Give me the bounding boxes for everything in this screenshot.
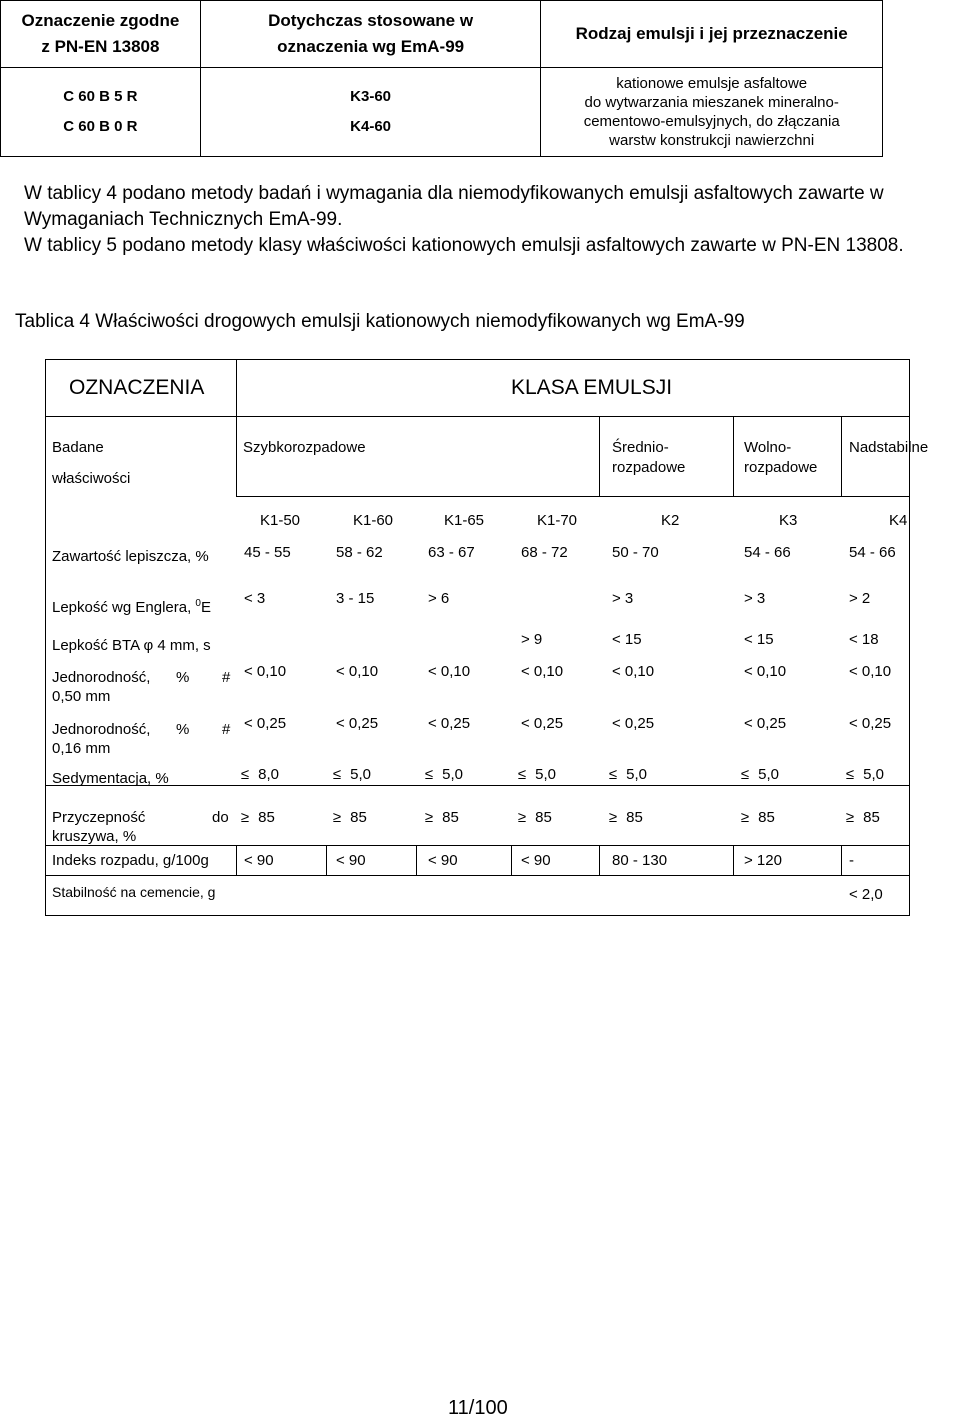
badane-line2: właściwości	[52, 470, 131, 487]
class-k1-70: K1-70	[537, 512, 578, 529]
jedn016-hash: #	[222, 721, 231, 738]
grid-line	[599, 845, 600, 875]
row-label-jednorodnosc-016-line2: 0,16 mm	[52, 740, 111, 757]
row-label-jednorodnosc-050-line2: 0,50 mm	[52, 688, 111, 705]
properties-table	[45, 359, 929, 916]
table-cell: 68 - 72	[521, 544, 568, 561]
le-symbol: ≤	[517, 766, 527, 783]
le-symbol: ≤	[608, 766, 618, 783]
cell-oznaczenie	[1, 68, 201, 157]
table-cell: < 0,10	[521, 663, 564, 680]
table-cell: > 6	[428, 590, 450, 607]
table-cell: > 9	[521, 631, 543, 648]
cat-wolno-line2: rozpadowe	[744, 459, 818, 476]
table-cell	[604, 766, 647, 783]
header-pn-en	[1, 1, 201, 68]
table-cell: < 90	[336, 852, 366, 869]
cat-nadstabilne: Nadstabilne	[849, 439, 929, 456]
jedn050-hash: #	[222, 669, 231, 686]
row-label-englera	[52, 595, 211, 616]
table-cell: < 0,25	[521, 715, 564, 732]
table-cell: 63 - 67	[428, 544, 475, 561]
cell-value: 85	[863, 809, 880, 826]
cat-srednio-line2: rozpadowe	[612, 459, 686, 476]
table-cell	[513, 809, 552, 826]
head-oznaczenia: OZNACZENIA	[69, 376, 205, 399]
class-k1-65: K1-65	[444, 512, 485, 529]
header-ema-line1: Dotychczas stosowane w	[268, 11, 474, 30]
table-cell: < 0,10	[744, 663, 787, 680]
cell-value: 85	[626, 809, 643, 826]
cell-value: 85	[758, 809, 775, 826]
table-cell	[236, 809, 275, 826]
cell-value: 8,0	[258, 766, 280, 783]
table-cell: < 0,10	[428, 663, 471, 680]
table-cell: < 15	[612, 631, 642, 648]
cell-value: 85	[258, 809, 275, 826]
paragraph-2: W tablicy 5 podano metody klasy właściwości kationowych emulsji asfaltowych zawarte w PN-EN 13808.	[24, 235, 904, 256]
cell-value: 5,0	[758, 766, 780, 783]
table-cell: < 0,25	[336, 715, 379, 732]
ge-symbol: ≥	[517, 809, 527, 826]
table-cell	[328, 809, 367, 826]
row-label-jednorodnosc-050	[52, 669, 231, 686]
jedn016-label-a: Jednorodność,	[52, 721, 151, 738]
header-pn-en-line2: z PN-EN 13808	[41, 37, 160, 56]
class-k1-50: K1-50	[260, 512, 301, 529]
grid-line	[841, 416, 842, 496]
desc-line2: do wytwarzania mieszanek mineralno-	[584, 94, 839, 111]
grid-line	[733, 845, 734, 875]
table-cell: < 0,25	[428, 715, 471, 732]
grid-line	[326, 845, 327, 875]
header-ema	[200, 1, 541, 68]
grid-line	[416, 845, 417, 875]
table-cell	[420, 809, 459, 826]
grid-line	[599, 416, 600, 496]
emulsion-designation-table	[0, 0, 883, 157]
row-label-zawartosc: Zawartość lepiszcza, %	[52, 548, 209, 565]
table-cell: < 15	[744, 631, 774, 648]
przyczep-label-a: Przyczepność	[52, 809, 146, 826]
grid-line	[511, 845, 512, 875]
header-rodzaj: Rodzaj emulsji i jej przeznaczenie	[541, 1, 883, 68]
cat-szybkorozpadowe: Szybkorozpadowe	[243, 439, 366, 456]
grid-line	[733, 416, 734, 496]
table-cell: < 0,10	[849, 663, 892, 680]
table-cell: 50 - 70	[612, 544, 659, 561]
row-label-przyczepnosc-line2: kruszywa, %	[52, 828, 137, 845]
badane-line1: Badane	[52, 439, 104, 456]
table-cell: 80 - 130	[612, 852, 668, 869]
cell-description	[541, 68, 883, 157]
le-symbol: ≤	[740, 766, 750, 783]
table-cell: > 120	[744, 852, 782, 869]
grid-line	[46, 875, 909, 876]
desc-line3: cementowo-emulsyjnych, do złączania	[583, 113, 840, 130]
grid-line	[236, 845, 237, 875]
table-cell: 54 - 66	[849, 544, 896, 561]
class-k4: K4	[889, 512, 908, 529]
table-cell	[736, 766, 779, 783]
cell-value: 85	[442, 809, 459, 826]
grid-line	[46, 845, 909, 846]
ge-symbol: ≥	[740, 809, 750, 826]
cat-wolno-line1: Wolno-	[744, 439, 792, 456]
table-cell	[841, 766, 884, 783]
table-cell	[236, 766, 279, 783]
table-cell	[328, 766, 371, 783]
bta-label-b: 4 mm, s	[153, 637, 211, 654]
table-cell: < 90	[428, 852, 458, 869]
ge-symbol: ≥	[332, 809, 342, 826]
paragraph-1: W tablicy 4 podano metody badań i wymagania dla niemodyfikowanych emulsji asfaltowych zawarte w Wymaganiach Technicznych EmA-99.	[24, 183, 884, 230]
ema-2: K4-60	[350, 118, 392, 135]
header-pn-en-line1: Oznaczenie zgodne	[21, 11, 180, 30]
table-cell: -	[849, 852, 854, 869]
ge-symbol: ≥	[424, 809, 434, 826]
desc-line4: warstw konstrukcji nawierzchni	[609, 132, 815, 149]
cell-value: 85	[535, 809, 552, 826]
class-k3: K3	[779, 512, 798, 529]
grid-line	[236, 360, 237, 496]
table-cell: < 0,25	[744, 715, 787, 732]
cat-srednio-line1: Średnio-	[612, 439, 669, 456]
englera-label-text: Lepkość wg Englera,	[52, 599, 196, 616]
cell-value: 5,0	[442, 766, 464, 783]
cell-ema	[200, 68, 541, 157]
ge-symbol: ≥	[240, 809, 250, 826]
englera-unit: E	[200, 599, 211, 616]
table-cell: < 0,25	[849, 715, 892, 732]
row-label-jednorodnosc-016	[52, 721, 231, 738]
bta-label-a: Lepkość BTA	[52, 637, 144, 654]
ge-symbol: ≥	[845, 809, 855, 826]
grid-line	[46, 785, 909, 786]
table-cell: > 3	[744, 590, 766, 607]
le-symbol: ≤	[845, 766, 855, 783]
table-cell	[420, 766, 463, 783]
table-cell: < 0,10	[612, 663, 655, 680]
header-ema-line2: oznaczenia wg EmA-99	[277, 37, 465, 56]
jedn016-percent: %	[176, 721, 190, 738]
table-cell: < 90	[521, 852, 551, 869]
row-label-przyczepnosc	[52, 809, 229, 826]
table-cell: < 0,10	[244, 663, 287, 680]
row-label-bta	[52, 637, 211, 654]
table-cell: > 2	[849, 590, 871, 607]
oznaczenie-1: C 60 B 5 R	[63, 88, 138, 105]
table-cell: 45 - 55	[244, 544, 291, 561]
class-k1-60: K1-60	[353, 512, 394, 529]
jedn050-label-a: Jednorodność,	[52, 669, 151, 686]
table-cell: < 90	[244, 852, 274, 869]
head-klasa-emulsji: KLASA EMULSJI	[511, 376, 673, 399]
table-cell	[841, 809, 880, 826]
table-caption: Tablica 4 Właściwości drogowych emulsji kationowych niemodyfikowanych wg EmA-99	[15, 311, 745, 332]
grid-line	[236, 496, 909, 497]
desc-line1: kationowe emulsje asfaltowe	[616, 75, 808, 92]
cell-value: 85	[350, 809, 367, 826]
cell-value: 5,0	[626, 766, 648, 783]
przyczep-label-b: do	[212, 809, 229, 826]
table-cell: 3 - 15	[336, 590, 375, 607]
cell-value: 5,0	[350, 766, 372, 783]
le-symbol: ≤	[424, 766, 434, 783]
oznaczenie-2: C 60 B 0 R	[63, 118, 138, 135]
cell-value: 5,0	[535, 766, 557, 783]
row-label-indeks: Indeks rozpadu, g/100g	[52, 852, 209, 869]
ema-1: K3-60	[350, 88, 392, 105]
grid-line	[46, 416, 909, 417]
table-cell: < 0,10	[336, 663, 379, 680]
table-cell: < 3	[244, 590, 266, 607]
row-label-sedymentacja: Sedymentacja, %	[52, 770, 169, 787]
table-cell: 54 - 66	[744, 544, 791, 561]
table-cell	[604, 809, 643, 826]
grid-line	[841, 845, 842, 875]
table-cell: < 0,25	[612, 715, 655, 732]
table-cell: < 2,0	[849, 886, 883, 903]
ge-symbol: ≥	[608, 809, 618, 826]
table-cell: 58 - 62	[336, 544, 383, 561]
le-symbol: ≤	[332, 766, 342, 783]
table-cell: < 18	[849, 631, 879, 648]
page-number: 11/100	[448, 1397, 508, 1419]
le-symbol: ≤	[240, 766, 250, 783]
cell-value: 5,0	[863, 766, 885, 783]
table-cell: > 3	[612, 590, 634, 607]
table-cell	[736, 809, 775, 826]
jedn050-percent: %	[176, 669, 190, 686]
englera-degree: 0	[195, 598, 201, 609]
phi-symbol: φ	[143, 637, 154, 654]
row-label-stabilnosc: Stabilność na cemencie, g	[52, 884, 216, 900]
class-k2: K2	[661, 512, 680, 529]
table-cell: < 0,25	[244, 715, 287, 732]
table-cell	[513, 766, 556, 783]
